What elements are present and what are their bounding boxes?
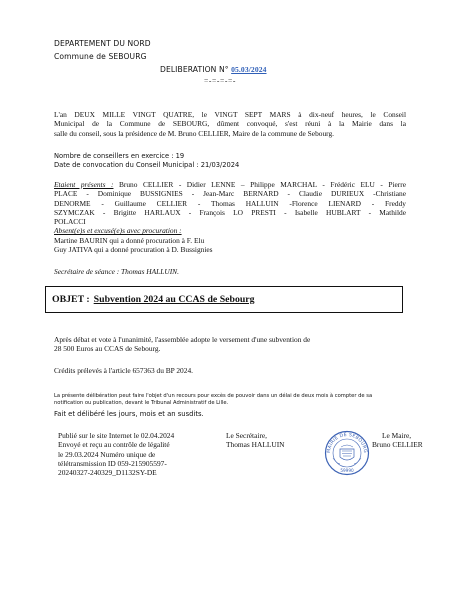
objet-title: Subvention 2024 au CCAS de Sebourg	[93, 294, 255, 305]
maire-title: Le Maire,	[382, 431, 412, 440]
maire-signature-block	[372, 431, 423, 450]
svg-text:MAIRIE DE SEBOURG	[326, 432, 368, 453]
objet-label: OBJET :	[52, 294, 90, 305]
publication-line-2: Envoyé et reçu au contrôle de légalité	[58, 440, 170, 450]
seal-graphic	[324, 430, 370, 476]
decision-text	[54, 335, 406, 354]
fait-delibere-line: Fait et délibéré les jours, mois et an susdits.	[54, 410, 204, 418]
present-line-3: DENORME - Guillaume CELLIER - Thomas HALLUIN -Florence LIENARD - Freddy	[54, 198, 406, 208]
deliberation-number-link[interactable]: 05.03/2024	[231, 65, 267, 74]
present-names-1: Bruno CELLIER - Didier LENNE – Philippe MARCHAL - Frédéric ELU - Pierre	[113, 180, 406, 189]
intro-paragraph	[54, 110, 406, 138]
publication-line-4: télétransmission ID 059-215905597-	[58, 458, 167, 468]
absent-line-2: Guy JATIVA qui a donné procuration à D. Bussignies	[54, 245, 213, 255]
credits-line: Crédits prélevés à l'article 657363 du BP 2024.	[54, 366, 193, 375]
commune-label: Commune de SEBOURG	[54, 52, 147, 61]
objet-box	[45, 286, 403, 313]
secretary-title: Le Secrétaire,	[226, 431, 268, 440]
decision-line-2: 28 500 Euros au CCAS de Sebourg.	[54, 344, 161, 354]
presence-block	[54, 180, 406, 254]
absent-line-1: Martine BAURIN qui a donné procuration à F. Elu	[54, 235, 205, 245]
present-line-4: SZYMCZAK - Brigitte HARLAUX - François LO PRESTI - Isabelle HUBLART - Mathilde	[54, 207, 406, 217]
legal-notice	[54, 393, 414, 407]
department-label: DEPARTEMENT DU NORD	[54, 39, 151, 48]
convocation-date: Date de convocation du Conseil Municipal : 21/03/2024	[54, 161, 240, 169]
secretary-signature-block	[226, 431, 285, 450]
intro-line-2: Municipal de la Commune de SEBOURG, dûment convoqué, s'est réuni à la Mairie dans la	[54, 119, 406, 129]
publication-line-5: 20240327-240329_D1132SY-DE	[58, 468, 157, 478]
secretary-name: Thomas HALLUIN	[226, 440, 285, 450]
secretary-line: Secrétaire de séance : Thomas HALLUIN.	[54, 267, 179, 276]
seal-zip: 59990	[340, 468, 354, 473]
present-line-1	[54, 180, 406, 189]
meta-block	[54, 152, 239, 170]
mairie-seal	[324, 430, 370, 476]
absent-label: Absent(e)s et excusé(e)s avec procuration :	[54, 226, 182, 236]
publication-line-3: le 29.03.2024 Numéro unique de	[58, 449, 156, 459]
legal-line-2: notification ou publication, devant le Tribunal Administratif de Lille.	[54, 399, 229, 406]
maire-name: Bruno CELLIER	[372, 440, 423, 450]
publication-line-1: Publié sur le site Internet le 02.04.2024	[58, 431, 175, 440]
deliberation-label: DELIBERATION N°	[160, 65, 229, 74]
present-line-5: POLACCI	[54, 217, 86, 227]
intro-line-3: salle du conseil, sous la présidence de M. Bruno CELLIER, Maire de la commune de Sebourg.	[54, 128, 335, 138]
deliberation-heading	[160, 65, 267, 74]
decision-line-1: Après débat et vote à l'unanimité, l'assemblée adopte le versement d'une subvention de	[54, 335, 311, 344]
header-separator: =-=-=-=-	[204, 76, 237, 85]
seal-text: MAIRIE DE SEBOURG	[326, 432, 368, 454]
conseillers-count: Nombre de conseillers en exercice : 19	[54, 152, 185, 160]
publication-block	[58, 431, 218, 477]
present-label: Etaient présents :	[54, 180, 114, 189]
present-line-2: PLACE - Dominique BUSSIGNIES - Jean-Marc BERNARD - Claudie DURIEUX -Christiane	[54, 189, 406, 199]
intro-line-1: L'an DEUX MILLE VINGT QUATRE, le VINGT SEPT MARS à dix-neuf heures, le Conseil	[54, 110, 406, 119]
legal-line-1: La présente délibération peut faire l'objet d'un recours pour excès de pouvoir dans un délai de deux mois à compter de sa	[54, 393, 373, 399]
